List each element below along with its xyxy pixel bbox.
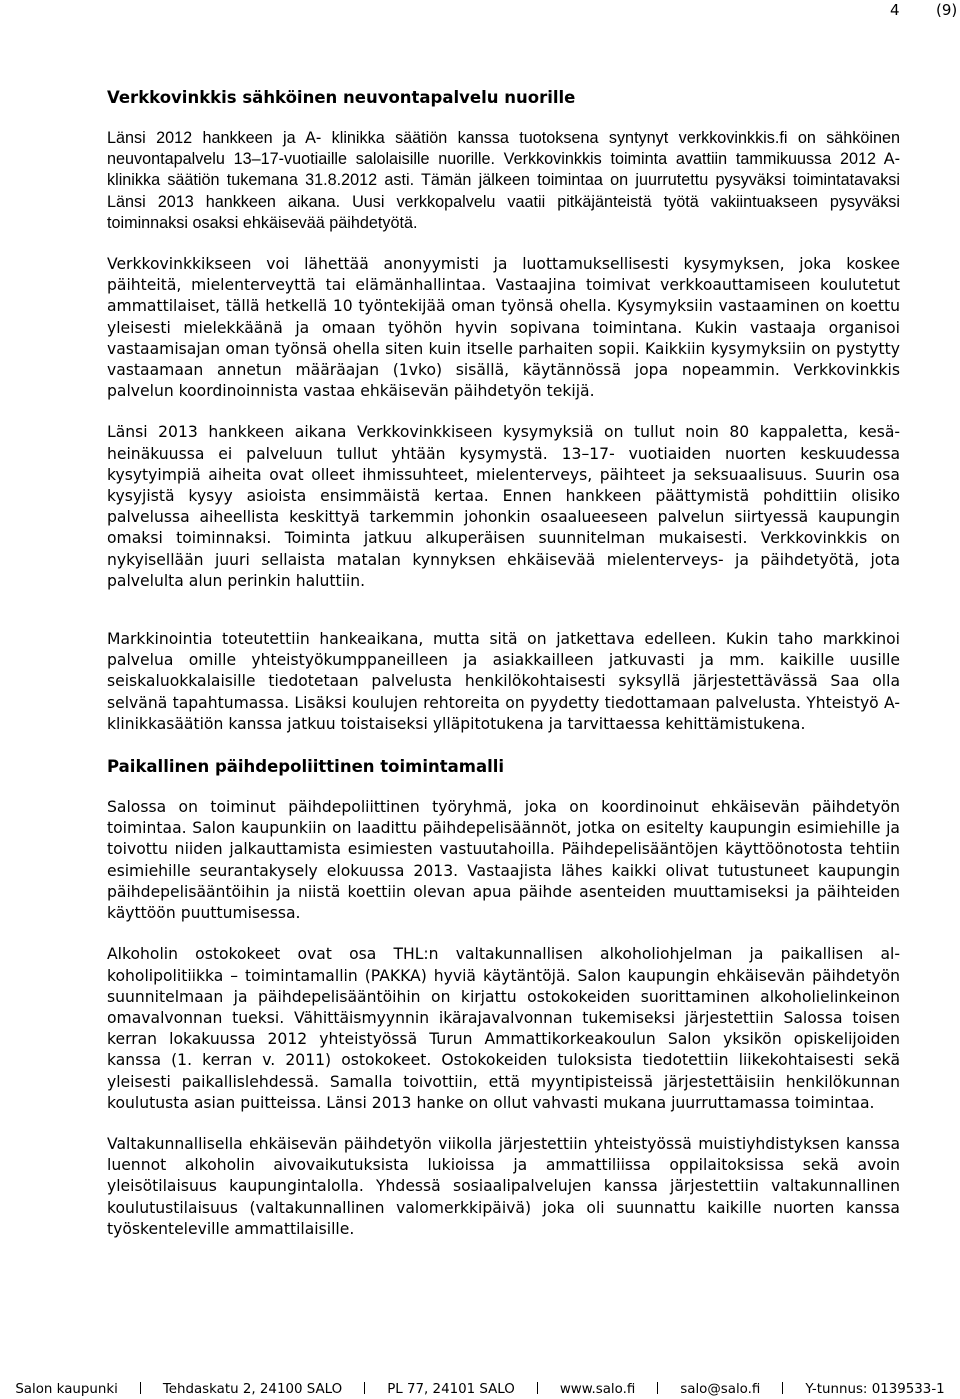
paragraph: Alkoholin ostokokeet ovat osa THL:n valtakunnallisen alkoholiohjelman ja paikallisen alkoholipolitiikka – toimintamallin (PAKKA) hyviä käytäntöjä. Salon kaupungin ehkäisevän päihdetyön suunnitelmaan ja päihdepelisääntöihin on kirjattu ostokokeiden suorittaminen alkoholielinkeinon omavalvonnan tueksi. Vähittäismyynnin ikärajavalvonnan tukemiseksi järjestettiin Salossa toisen kerran lokakuussa 2012 yhteistyössä Turun Ammattikorkeakoulun Salon yksikön opiskelijoiden kanssa (1. kerran v. 2011) ostokokeet. Ostokokeiden tuloksista tiedotettiin liikekohtaisesti sekä yleisesti paikallislehdessä. Samalla toivottiin, että myyntipisteissä järjestettäisiin henkilökunnan koulutusta asian puitteissa. Länsi 2013 hanke on ollut vahvasti mukana juurruttamassa toimintaa. <box>107 945 900 1112</box>
footer-postal-address: PL 77, 24101 SALO <box>387 1382 515 1397</box>
footer-email: salo@salo.fi <box>680 1382 761 1397</box>
section-heading: Verkkovinkkis sähköinen neuvontapalvelu nuorille <box>107 88 576 107</box>
footer-separator <box>364 1382 365 1394</box>
footer-separator <box>657 1382 658 1394</box>
page-footer <box>0 1381 960 1399</box>
footer-street-address: Tehdaskatu 2, 24100 SALO <box>162 1382 343 1397</box>
paragraph: Salossa on toiminut päihdepoliittinen työryhmä, joka on koordinoinut ehkäisevän päihdetyön toimintaa. Salon kaupunkiin on laadittu päihdepelisäännöt, jotka on esitelty kaupungin esimiehille ja toivottu niiden jalkauttamista esimiesten vastuutahoilla. Päihdepelisääntöjen käyttöönotosta tehtiin esimiehille seurantakysely elokuussa 2013. Vastaajista lähes kaikki olivat tutustuneet kaupungin päihdepelisääntöihin ja niistä koettiin olevan apua päihde asenteiden muuttamiseksi ja päihteiden käyttöön puuttumisessa. <box>107 798 900 923</box>
paragraph: Länsi 2012 hankkeen ja A- klinikka säätiön kanssa tuotoksena syntynyt verkkovinkkis.fi on sähköinen neuvontapalvelu 13–17-vuotiaille salolaisille nuorille. Verkkovinkkis toiminta avattiin tammikuussa 2012 A-klinikka säätiön tukemana 31.8.2012 asti. Tämän jälkeen toimintaa on juurrutettu pysyväksi toimintatavaksi Länsi 2013 hankkeen aikana. Uusi verkkopalvelu vaatii pitkäjänteistä työtä vakiintuakseen pysyväksi toiminnaksi osaksi ehkäisevää päihdetyötä. <box>107 129 900 232</box>
footer-separator <box>140 1382 141 1394</box>
page-total: (9) <box>936 1 958 19</box>
footer-organization: Salon kaupunki <box>15 1382 118 1397</box>
footer-separator <box>537 1382 538 1394</box>
section-heading: Paikallinen päihdepoliittinen toimintamalli <box>107 757 505 777</box>
footer-website: www.salo.fi <box>559 1382 636 1397</box>
paragraph: Markkinointia toteutettiin hankeaikana, mutta sitä on jatkettava edelleen. Kukin taho markkinoi palvelua omille yhteistyökumppaneilleen ja asiakkailleen jatkuvasti ja mm. kaikille uusille seiskaluokkalaisille tiedotetaan palvelusta henkilökohtaisesti syksyllä järjestettävässä Saa olla selvänä tapahtumassa. Lisäksi koulujen rehtoreita on pyydetty tiedottamaan palvelusta. Yhteistyö A-klinikkasäätiön kanssa jatkuu toistaiseksi ylläpitotukena ja tarvittaessa kehittämistukena. <box>107 630 900 733</box>
document-body <box>107 87 900 1240</box>
page-number: 4 <box>890 1 900 19</box>
paragraph: Verkkovinkkikseen voi lähettää anonyymisti ja luottamuksellisesti kysymyksen, joka koskee päihteitä, mielenterveyttä tai elämänhallintaa. Vastaajina toimivat verkkoauttamiseen koulutetut ammattilaiset, tällä hetkellä 10 työntekijää oman työnsä ohella. Kysymyksiin vastaaminen on koettu yleisesti mielekkäänä ja omaan työhön hyvin sopivana toimintana. Kukin vastaaja organisoi vastaamisajan oman työnsä ohella siten kuin itselle parhaiten sopii. Kaikkiin kysymyksiin on pystytty vastaamaan annetun määräajan (1vko) sisällä, käytännössä jopa nopeammin. Verkkovinkkis palvelun koordinoinnista vastaa ehkäisevän päihdetyön tekijä. <box>107 255 900 401</box>
paragraph: Valtakunnallisella ehkäisevän päihdetyön viikolla järjestettiin yhteistyössä muistiyhdistyksen kanssa luennot alkoholin aivovaikutuksista lukioissa ja ammattiliissa oppilaitoksissa sekä avoin yleisötilaisuus kaupungintalolla. Yhdessä sosiaalipalvelujen kanssa järjestettiin valtakunnallinen koulutustilaisuus (valtakunnallinen valomerkkipäivä) joka oli suunnattu kaikille nuorten kanssa työskenteleville ammattilaisille. <box>107 1134 900 1238</box>
paragraph: Länsi 2013 hankkeen aikana Verkkovinkkiseen kysymyksiä on tullut noin 80 kappaletta, kesä- heinäkuussa ei palveluun tullut yhtään kysymystä. 13–17- vuotiaiden nuorten keskuudessa kysytyimpiä aiheita ovat olleet ihmissuhteet, mielenterveys, päihteet ja seksuaalisuus. Suurin osa kysyjistä kysyy asioista ensimmäistä kertaa. Ennen hankkeen päättymistä pohdittiin olisiko palvelussa aiheellista keskittyä tarkemmin johonkin osaalueeseen palvelun siirtyessä kaupungin omaksi toiminnaksi. Toiminta jatkuu alkuperäisen suunnitelman mukaisesti. Verkkovinkkis on nykyisellään juuri sellaista matalan kynnyksen ehkäisevää mielenterveys- ja päihdetyötä, jota palvelulta alun perinkin haluttiin. <box>107 423 900 590</box>
footer-business-id: Y-tunnus: 0139533-1 <box>805 1382 945 1397</box>
footer-separator <box>782 1382 783 1394</box>
